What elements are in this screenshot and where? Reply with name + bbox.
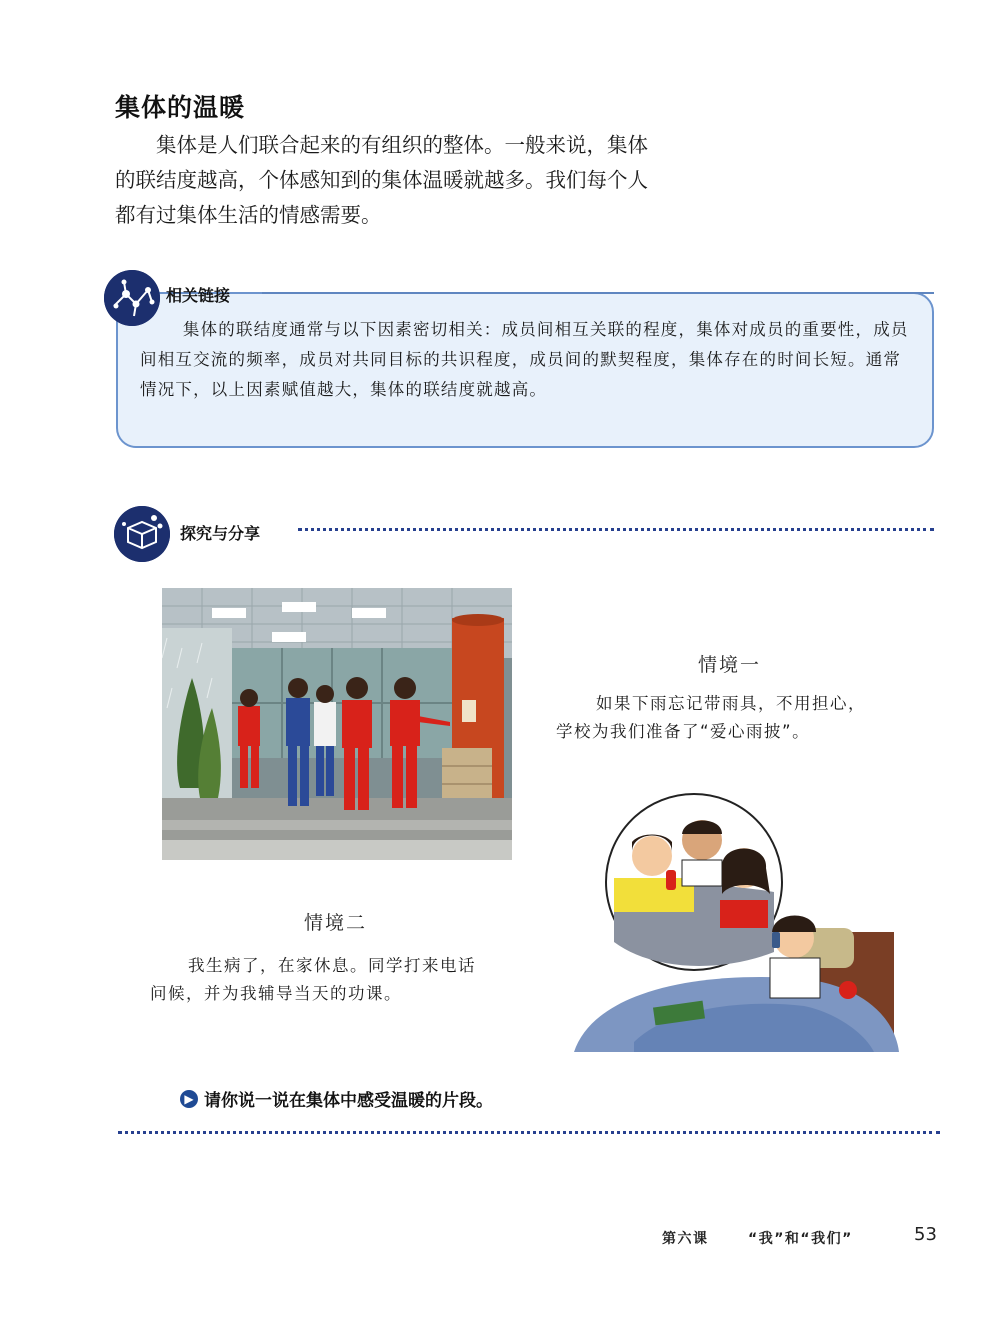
scenario-two-text	[150, 952, 550, 1008]
scenario-one-title: 情境一	[698, 654, 762, 676]
related-link-paragraph: 集体的联结度通常与以下因素密切相关：成员间相互关联的程度，集体对成员的重要性，成员间相互交流的频率，成员对共同目标的共识程度，成员间的默契程度，集体存在的时间长短。通常情况下，以上因素赋值越大，集体的联结度就越高。	[140, 320, 909, 399]
intro-line: 的联结度越高，个体感知到的集体温暖就越多。我们每个人	[115, 168, 648, 192]
footer-lesson-title: “我”和“我们”	[748, 1231, 853, 1247]
discussion-prompt: 请你说一说在集体中感受温暖的片段。	[204, 1091, 493, 1111]
related-link-text	[140, 315, 918, 405]
play-arrow-icon: ▶	[180, 1090, 198, 1108]
scenario-one-line: 学校为我们准备了“爱心雨披”。	[556, 722, 811, 741]
scenario-two-line: 问候，并为我辅导当天的功课。	[150, 984, 402, 1003]
explore-badge-icon	[114, 506, 170, 562]
related-link-title: 相关链接	[166, 286, 231, 305]
intro-line: 都有过集体生活的情感需要。	[115, 203, 382, 227]
page-number: 53	[914, 1224, 937, 1245]
scene-two-illustration	[574, 782, 904, 1064]
explore-dotted-rule	[298, 528, 934, 531]
related-link-rule	[262, 292, 934, 294]
explore-title: 探究与分享	[180, 524, 261, 543]
footer-lesson-number: 第六课	[662, 1231, 709, 1247]
scenario-one-line: 如果下雨忘记带雨具，不用担心，	[596, 694, 866, 713]
bottom-dotted-rule	[118, 1131, 940, 1134]
intro-paragraph	[115, 128, 755, 233]
section-title: 集体的温暖	[115, 93, 246, 122]
scenario-two-title: 情境二	[304, 912, 368, 934]
scene-one-illustration	[162, 588, 512, 860]
intro-line: 集体是人们联合起来的有组织的整体。一般来说，集体	[156, 133, 648, 157]
scenario-one-text	[556, 690, 936, 746]
cube-icon	[114, 506, 170, 562]
scenario-two-line: 我生病了，在家休息。同学打来电话	[188, 956, 476, 975]
